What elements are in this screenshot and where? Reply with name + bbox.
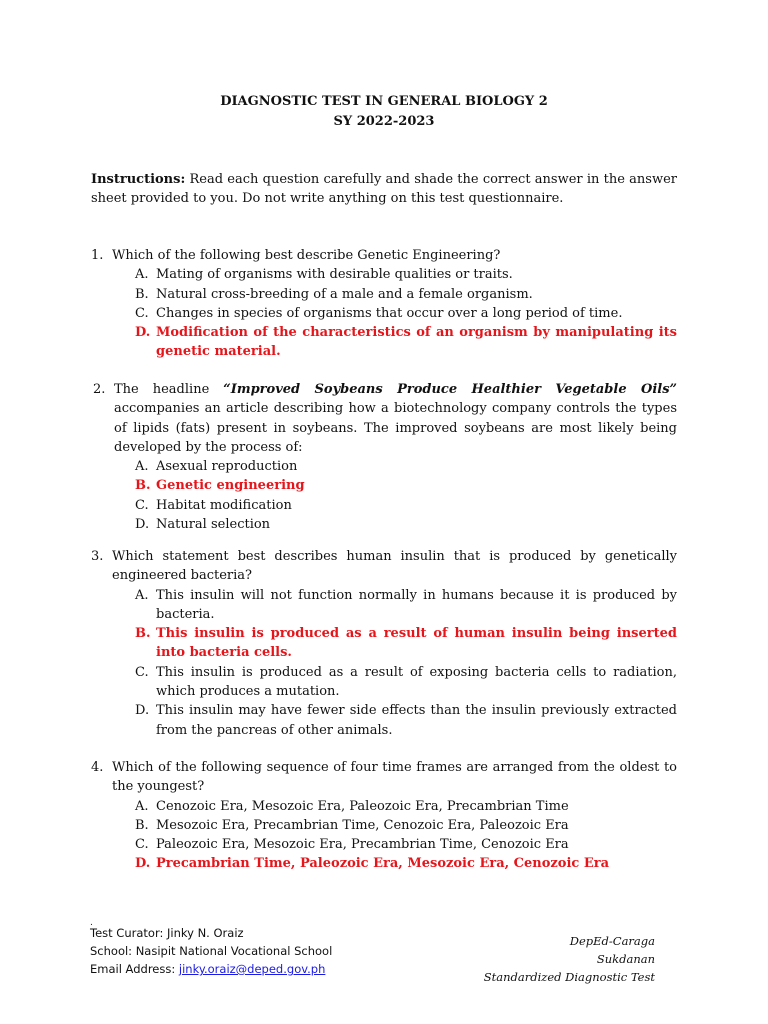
- program-label: Sukdanan: [596, 952, 655, 966]
- option-letter: A.: [135, 798, 149, 814]
- option-text: Habitat modification: [156, 497, 292, 513]
- option-letter: B.: [135, 626, 151, 642]
- option-d-correct: [91, 323, 677, 362]
- option-letter: A.: [135, 267, 149, 283]
- question-2: [91, 380, 677, 534]
- question-text-before: The headline: [114, 382, 210, 397]
- question-text-after: accompanies an article describing how a biotechnology company controls the types of lipids (fats) present in soybeans. The improved soybeans are most likely being developed by the process of:: [114, 401, 677, 455]
- option-letter: C.: [135, 837, 149, 853]
- option-d: [91, 701, 677, 740]
- school-year: SY 2022-2023: [333, 114, 435, 129]
- option-text: This insulin is produced as a result of human insulin being inserted into bacteria cells.: [156, 626, 677, 661]
- option-d-correct: [91, 854, 677, 873]
- option-a: [91, 457, 677, 476]
- option-b-correct: [91, 624, 677, 663]
- option-a: [91, 586, 677, 625]
- question-text: Which of the following best describe Genetic Engineering?: [112, 248, 501, 263]
- curator-name: Test Curator: Jinky N. Oraiz: [90, 926, 244, 940]
- question-number: 4.: [91, 760, 104, 775]
- option-letter: D.: [135, 703, 150, 719]
- option-text: Paleozoic Era, Mesozoic Era, Precambrian Time, Cenozoic Era: [156, 837, 569, 853]
- option-b: [91, 285, 677, 304]
- question-stem: [91, 758, 677, 797]
- region-label: DepEd-Caraga: [569, 934, 655, 948]
- option-letter: C.: [135, 497, 149, 513]
- question-text: Which of the following sequence of four time frames are arranged from the oldest to the youngest?: [112, 760, 677, 795]
- option-text: Precambrian Time, Paleozoic Era, Mesozoic Era, Cenozoic Era: [156, 856, 610, 872]
- option-c: [91, 835, 677, 854]
- footer-deped-info: [484, 932, 655, 986]
- option-letter: A.: [135, 459, 149, 475]
- option-a: [91, 265, 677, 284]
- option-text: Mating of organisms with desirable qualities or traits.: [156, 267, 513, 283]
- document-title: DIAGNOSTIC TEST IN GENERAL BIOLOGY 2: [220, 94, 548, 109]
- option-a: [91, 797, 677, 816]
- option-c: [91, 663, 677, 702]
- footer-dot: .: [90, 918, 93, 928]
- question-1: [91, 246, 677, 362]
- option-letter: D.: [135, 856, 151, 872]
- question-stem: [91, 547, 677, 586]
- option-letter: C.: [135, 305, 149, 321]
- instructions: [91, 170, 677, 208]
- option-letter: C.: [135, 664, 149, 680]
- footer-curator-info: [90, 918, 333, 978]
- option-text: Asexual reproduction: [156, 459, 298, 475]
- option-letter: B.: [135, 817, 149, 833]
- instructions-lead: Instructions:: [91, 172, 186, 187]
- option-c: [91, 304, 677, 323]
- question-number: 3.: [91, 549, 104, 564]
- email-link[interactable]: jinky.oraiz@deped.gov.ph: [178, 962, 326, 976]
- question-text: Which statement best describes human insulin that is produced by genetically engineered bacteria?: [112, 549, 677, 584]
- headline-quote: “Improved Soybeans Produce Healthier Vegetable Oils”: [223, 382, 677, 397]
- option-b-correct: [91, 476, 677, 495]
- school-name: School: Nasipit National Vocational School: [90, 944, 333, 958]
- option-letter: D.: [135, 517, 150, 533]
- option-letter: B.: [135, 478, 151, 494]
- option-text: This insulin may have fewer side effects than the insulin previously extracted from the pancreas of other animals.: [156, 703, 677, 738]
- question-stem: [91, 246, 677, 265]
- option-d: [91, 515, 677, 534]
- option-text: This insulin is produced as a result of exposing bacteria cells to radiation, which produces a mutation.: [156, 664, 677, 700]
- option-text: Mesozoic Era, Precambrian Time, Cenozoic Era, Paleozoic Era: [156, 817, 569, 833]
- option-letter: D.: [135, 325, 151, 341]
- email-line: [90, 960, 332, 978]
- option-text: Cenozoic Era, Mesozoic Era, Paleozoic Era, Precambrian Time: [156, 798, 569, 814]
- test-type-label: Standardized Diagnostic Test: [483, 970, 655, 984]
- option-text: Natural selection: [156, 517, 271, 533]
- instructions-text: Read each question carefully and shade the correct answer in the answer sheet provided to you. Do not write anything on this test questionnaire.: [91, 172, 677, 206]
- option-text: Modification of the characteristics of an organism by manipulating its genetic material.: [156, 325, 677, 360]
- option-text: This insulin will not function normally in humans because it is produced by bacteria.: [156, 587, 677, 622]
- option-b: [91, 816, 677, 835]
- question-number: 2.: [93, 382, 106, 397]
- option-letter: B.: [135, 286, 149, 302]
- question-3: [91, 547, 677, 740]
- option-text: Genetic engineering: [156, 478, 305, 494]
- question-4: [91, 758, 677, 874]
- option-text: Changes in species of organisms that occur over a long period of time.: [156, 305, 623, 321]
- question-stem: [91, 380, 677, 457]
- question-number: 1.: [91, 248, 104, 263]
- option-text: Natural cross-breeding of a male and a female organism.: [156, 286, 533, 302]
- option-letter: A.: [135, 587, 149, 603]
- option-c: [91, 496, 677, 515]
- email-label: Email Address:: [90, 962, 176, 976]
